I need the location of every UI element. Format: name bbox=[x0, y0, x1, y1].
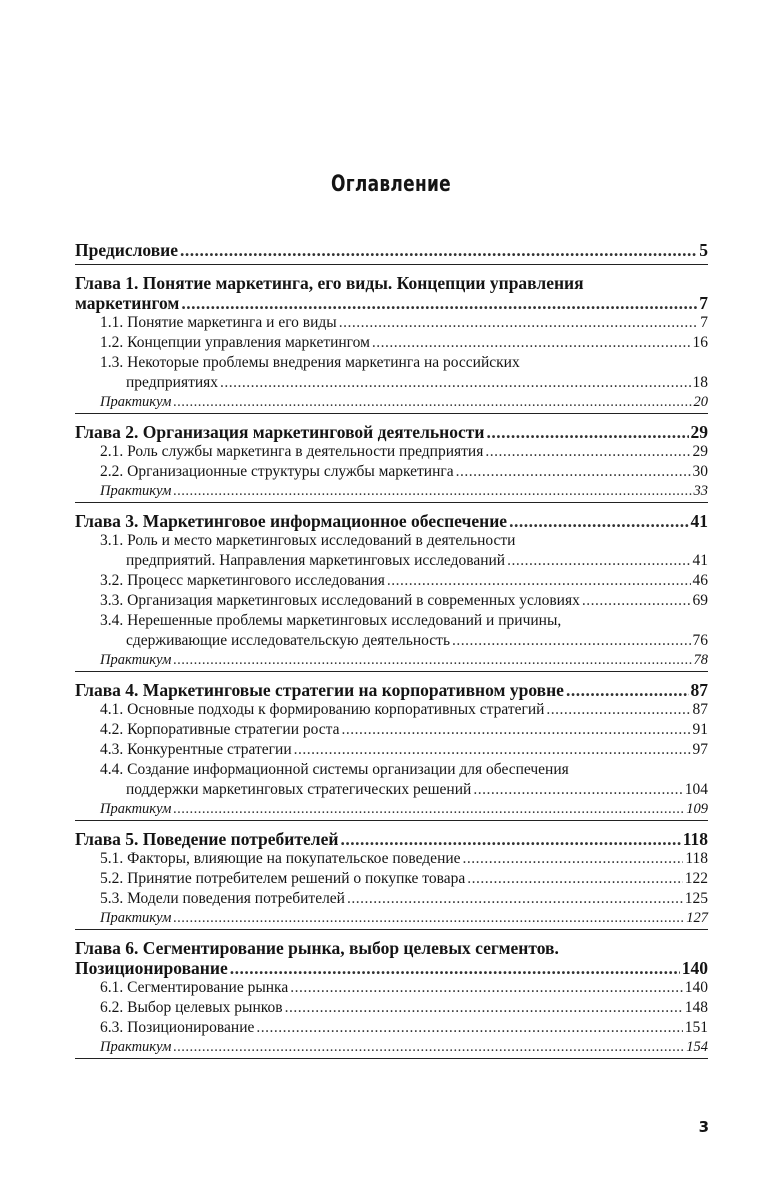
dot-leader bbox=[467, 869, 683, 889]
section-title-row[interactable] bbox=[100, 631, 708, 651]
section-entry[interactable] bbox=[75, 313, 708, 333]
chapter-title-row[interactable] bbox=[75, 958, 708, 978]
toc-chapter-group bbox=[75, 414, 708, 503]
section-page: 18 bbox=[692, 374, 708, 391]
dot-leader bbox=[256, 1018, 682, 1038]
section-page: 148 bbox=[684, 999, 708, 1016]
dot-leader bbox=[566, 680, 689, 700]
section-page: 76 bbox=[692, 632, 708, 649]
section-title: 4.1. Основные подходы к формированию корпоративных стратегий bbox=[100, 701, 545, 718]
section-title-row[interactable] bbox=[100, 869, 708, 889]
dot-leader bbox=[173, 651, 691, 669]
chapter-title-row[interactable] bbox=[75, 293, 708, 313]
chapter-title: Глава 3. Маркетинговое информационное обеспечение bbox=[75, 511, 508, 531]
section-title-line1: 4.4. Создание информационной системы организации для обеспечения bbox=[100, 761, 569, 778]
dot-leader bbox=[230, 958, 680, 978]
section-entry[interactable] bbox=[75, 998, 708, 1018]
section-title-row[interactable] bbox=[100, 571, 708, 591]
section-title: 5.1. Факторы, влияющие на покупательское поведение bbox=[100, 850, 461, 867]
section-title-row[interactable] bbox=[100, 849, 708, 869]
toc-preface-entry[interactable] bbox=[75, 238, 708, 264]
section-page: 122 bbox=[684, 870, 708, 887]
dot-leader bbox=[509, 511, 688, 531]
section-entry[interactable] bbox=[75, 720, 708, 740]
section-title: 4.2. Корпоративные стратегии роста bbox=[100, 721, 340, 738]
section-entry[interactable] bbox=[75, 1018, 708, 1038]
section-page: 151 bbox=[684, 1019, 708, 1036]
practicum-entry[interactable] bbox=[75, 651, 708, 671]
section-page: 7 bbox=[700, 314, 708, 331]
chapter-list bbox=[75, 265, 708, 1059]
chapter-page: 140 bbox=[681, 958, 708, 978]
section-title: 1.2. Концепции управления маркетингом bbox=[100, 334, 370, 351]
practicum-entry[interactable] bbox=[75, 909, 708, 929]
dot-leader bbox=[485, 442, 690, 462]
section-title-row[interactable] bbox=[100, 373, 708, 393]
section-page: 140 bbox=[684, 979, 708, 996]
practicum-page: 109 bbox=[686, 801, 708, 817]
section-title: 5.2. Принятие потребителем решений о покупке товара bbox=[100, 870, 466, 887]
section-title-row[interactable] bbox=[100, 551, 708, 571]
chapter-page: 118 bbox=[682, 829, 708, 849]
section-title-row[interactable] bbox=[100, 1018, 708, 1038]
toc-chapter-group bbox=[75, 821, 708, 930]
section-title-row[interactable] bbox=[100, 998, 708, 1018]
section-page: 30 bbox=[692, 463, 708, 480]
preface-label: Предисловие bbox=[75, 240, 179, 260]
chapter-title: Глава 2. Организация маркетинговой деятельности bbox=[75, 422, 485, 442]
practicum-page: 33 bbox=[693, 483, 708, 499]
toc-preface-group bbox=[75, 238, 708, 265]
section-title-line2: сдерживающие исследовательскую деятельность bbox=[126, 632, 451, 649]
chapter-title-line2: маркетингом bbox=[75, 293, 180, 313]
dot-leader bbox=[290, 978, 683, 998]
dot-leader bbox=[173, 482, 691, 500]
section-title: 6.1. Сегментирование рынка bbox=[100, 979, 289, 996]
section-page: 41 bbox=[692, 552, 708, 569]
section-title-row[interactable] bbox=[100, 889, 708, 909]
chapter-title-line1: Глава 6. Сегментирование рынка, выбор целевых сегментов. bbox=[75, 938, 559, 958]
section-title-line1: 3.4. Нерешенные проблемы маркетинговых исследований и причины, bbox=[100, 612, 562, 629]
section-entry[interactable] bbox=[75, 333, 708, 353]
practicum-page: 154 bbox=[686, 1039, 708, 1055]
chapter-title-row[interactable] bbox=[75, 680, 708, 700]
section-page: 118 bbox=[685, 850, 708, 867]
dot-leader bbox=[546, 700, 690, 720]
section-entry[interactable] bbox=[75, 442, 708, 462]
dot-leader bbox=[173, 909, 684, 927]
practicum-page: 78 bbox=[693, 652, 708, 668]
dot-leader bbox=[173, 1038, 684, 1056]
section-title-row[interactable] bbox=[100, 333, 708, 353]
practicum-page: 20 bbox=[693, 394, 708, 410]
section-entry[interactable] bbox=[75, 571, 708, 591]
section-title-line1: 3.1. Роль и место маркетинговых исследований в деятельности bbox=[100, 532, 516, 549]
chapter-heading[interactable] bbox=[75, 930, 708, 978]
dot-leader bbox=[173, 800, 684, 818]
section-title: 6.3. Позиционирование bbox=[100, 1019, 255, 1036]
section-page: 29 bbox=[692, 443, 708, 460]
dot-leader bbox=[347, 889, 683, 909]
section-title-row[interactable] bbox=[100, 462, 708, 482]
chapter-page: 41 bbox=[690, 511, 708, 531]
section-entry[interactable] bbox=[75, 353, 708, 393]
section-title-row[interactable] bbox=[100, 780, 708, 800]
section-title-row[interactable] bbox=[100, 740, 708, 760]
dot-leader bbox=[181, 293, 697, 313]
dot-leader bbox=[220, 373, 690, 393]
chapter-title-row[interactable] bbox=[75, 511, 708, 531]
section-title-row[interactable] bbox=[100, 313, 708, 333]
chapter-heading[interactable] bbox=[75, 821, 708, 849]
section-title: 3.2. Процесс маркетингового исследования bbox=[100, 572, 385, 589]
section-title-row[interactable] bbox=[100, 978, 708, 998]
section-entry[interactable] bbox=[75, 889, 708, 909]
preface-page: 5 bbox=[699, 240, 708, 260]
page-number: 3 bbox=[698, 1118, 709, 1136]
section-title-row[interactable] bbox=[100, 591, 708, 611]
toc-chapter-group bbox=[75, 930, 708, 1059]
dot-leader bbox=[341, 720, 690, 740]
section-entry[interactable] bbox=[75, 978, 708, 998]
chapter-heading[interactable] bbox=[75, 414, 708, 442]
section-entry[interactable] bbox=[75, 849, 708, 869]
section-entry[interactable] bbox=[75, 462, 708, 482]
section-title-row[interactable] bbox=[100, 700, 708, 720]
toc-chapter-group bbox=[75, 503, 708, 672]
section-page: 87 bbox=[692, 701, 708, 718]
section-title: 2.2. Организационные структуры службы маркетинга bbox=[100, 463, 454, 480]
section-page: 104 bbox=[684, 781, 708, 798]
section-title-line1: 1.3. Некоторые проблемы внедрения маркетинга на российских bbox=[100, 354, 520, 371]
section-title: 1.1. Понятие маркетинга и его виды bbox=[100, 314, 337, 331]
dot-leader bbox=[473, 780, 682, 800]
section-entry[interactable] bbox=[75, 591, 708, 611]
practicum-entry[interactable] bbox=[75, 800, 708, 820]
section-entry[interactable] bbox=[75, 611, 708, 651]
dot-leader bbox=[180, 240, 697, 260]
section-page: 69 bbox=[692, 592, 708, 609]
chapter-title-row[interactable] bbox=[75, 422, 708, 442]
section-title: 3.3. Организация маркетинговых исследований в современных условиях bbox=[100, 592, 580, 609]
practicum-label: Практикум bbox=[100, 652, 172, 668]
dot-leader bbox=[340, 829, 680, 849]
section-page: 97 bbox=[692, 741, 708, 758]
dot-leader bbox=[387, 571, 691, 591]
chapter-title-line1: Глава 1. Понятие маркетинга, его виды. Концепции управления bbox=[75, 273, 584, 293]
chapter-heading[interactable] bbox=[75, 672, 708, 700]
chapter-page: 7 bbox=[699, 293, 708, 313]
dot-leader bbox=[507, 551, 690, 571]
practicum-label: Практикум bbox=[100, 910, 172, 926]
section-title-row[interactable] bbox=[100, 720, 708, 740]
section-title: 2.1. Роль службы маркетинга в деятельности предприятия bbox=[100, 443, 484, 460]
section-title-row[interactable] bbox=[100, 442, 708, 462]
chapter-heading[interactable] bbox=[75, 265, 708, 313]
chapter-heading[interactable] bbox=[75, 503, 708, 531]
section-title: 5.3. Модели поведения потребителей bbox=[100, 890, 345, 907]
chapter-title: Глава 4. Маркетинговые стратегии на корпоративном уровне bbox=[75, 680, 564, 700]
section-title: 6.2. Выбор целевых рынков bbox=[100, 999, 283, 1016]
dot-leader bbox=[339, 313, 699, 333]
dot-leader bbox=[285, 998, 683, 1018]
dot-leader bbox=[463, 849, 684, 869]
section-entry[interactable] bbox=[75, 740, 708, 760]
table-of-contents bbox=[75, 238, 708, 1059]
practicum-label: Практикум bbox=[100, 483, 172, 499]
section-page: 91 bbox=[692, 721, 708, 738]
section-title-line2: предприятий. Направления маркетинговых исследований bbox=[126, 552, 506, 569]
section-entry[interactable] bbox=[75, 700, 708, 720]
section-page: 125 bbox=[684, 890, 708, 907]
chapter-page: 29 bbox=[690, 422, 708, 442]
section-entry[interactable] bbox=[75, 869, 708, 889]
section-title-line2: поддержки маркетинговых стратегических решений bbox=[126, 781, 472, 798]
practicum-entry[interactable] bbox=[75, 482, 708, 502]
practicum-entry[interactable] bbox=[75, 393, 708, 413]
dot-leader bbox=[173, 393, 691, 411]
section-entry[interactable] bbox=[75, 760, 708, 800]
chapter-title: Глава 5. Поведение потребителей bbox=[75, 829, 339, 849]
practicum-page: 127 bbox=[686, 910, 708, 926]
toc-chapter-group bbox=[75, 672, 708, 821]
dot-leader bbox=[372, 333, 691, 353]
section-entry[interactable] bbox=[75, 531, 708, 571]
practicum-label: Практикум bbox=[100, 801, 172, 817]
dot-leader bbox=[582, 591, 691, 611]
dot-leader bbox=[294, 740, 691, 760]
practicum-label: Практикум bbox=[100, 1039, 172, 1055]
section-page: 46 bbox=[692, 572, 708, 589]
dot-leader bbox=[486, 422, 688, 442]
practicum-entry[interactable] bbox=[75, 1038, 708, 1058]
page-title: Оглавление bbox=[331, 172, 451, 197]
toc-chapter-group bbox=[75, 265, 708, 414]
section-title-line2: предприятиях bbox=[126, 374, 219, 391]
section-title: 4.3. Конкурентные стратегии bbox=[100, 741, 292, 758]
practicum-label: Практикум bbox=[100, 394, 172, 410]
chapter-page: 87 bbox=[690, 680, 708, 700]
chapter-title-line2: Позиционирование bbox=[75, 958, 228, 978]
dot-leader bbox=[456, 462, 691, 482]
section-page: 16 bbox=[692, 334, 708, 351]
chapter-title-row[interactable] bbox=[75, 829, 708, 849]
dot-leader bbox=[452, 631, 690, 651]
